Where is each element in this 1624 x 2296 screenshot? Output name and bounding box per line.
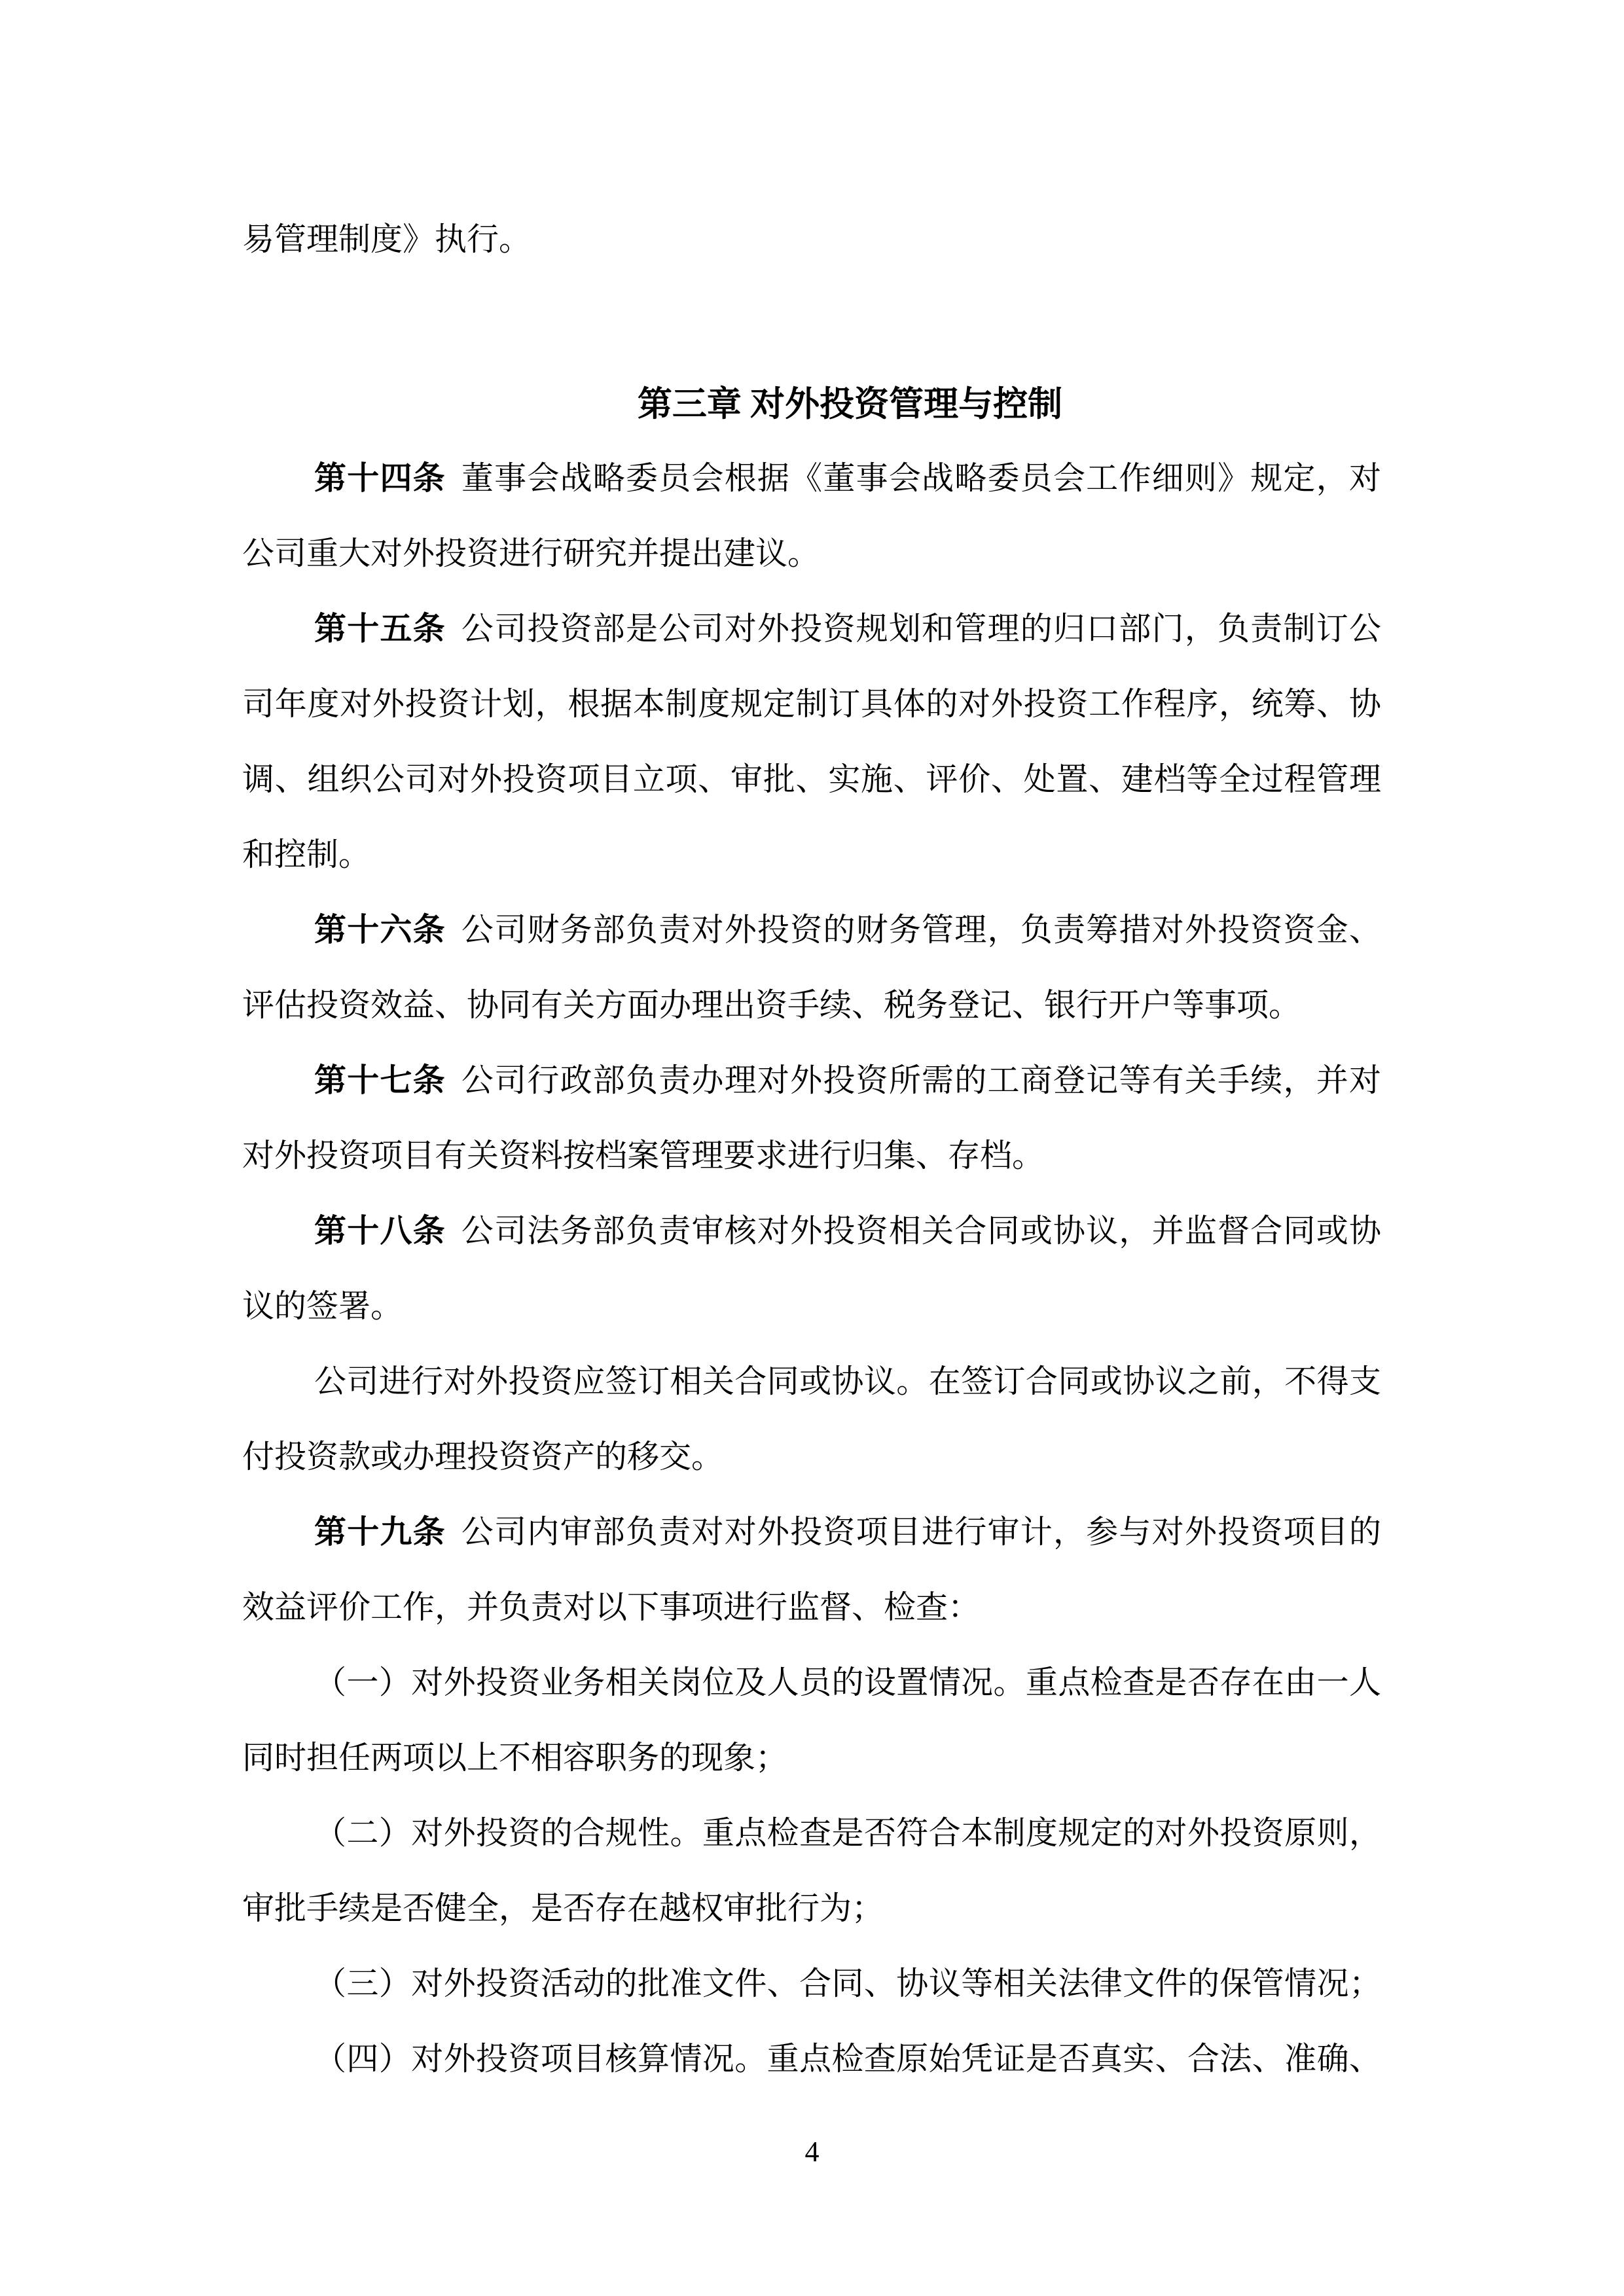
- text-line: [242, 533, 1381, 573]
- text-line: [242, 2039, 1381, 2079]
- text-run: 公司财务部负责对外投资的财务管理，负责筹措对外投资资金、: [461, 912, 1381, 948]
- text-run: 公司进行对外投资应签订相关合同或协议。在签订合同或协议之前，不得支: [314, 1363, 1381, 1399]
- text-run: （一）对外投资业务相关岗位及人员的设置情况。重点检查是否存在由一人: [314, 1664, 1381, 1700]
- text-run: 公司行政部负责办理对外投资所需的工商登记等有关手续，并对: [461, 1062, 1381, 1098]
- text-line: [242, 1437, 1381, 1477]
- text-line: [242, 684, 1381, 724]
- text-line: [242, 1888, 1381, 1928]
- text-run: 付投资款或办理投资资产的移交。: [242, 1439, 724, 1475]
- text-line: [242, 458, 1381, 498]
- article-number: 第十六条: [314, 912, 446, 948]
- text-run: 调、组织公司对外投资项目立项、审批、实施、评价、处置、建档等全过程管理: [242, 761, 1381, 797]
- text-line: [242, 1738, 1381, 1778]
- article-number: 第十四条: [314, 460, 446, 496]
- text-run: 对外投资项目有关资料按档案管理要求进行归集、存档。: [242, 1138, 1045, 1174]
- text-line: [242, 219, 1381, 259]
- article-number: 第十八条: [314, 1213, 446, 1249]
- text-run: 评估投资效益、协同有关方面办理出资手续、税务登记、银行开户等事项。: [242, 987, 1301, 1023]
- article-number: 第十九条: [314, 1514, 446, 1550]
- text-run: （三）对外投资活动的批准文件、合同、协议等相关法律文件的保管情况；: [314, 1965, 1381, 2001]
- page-number: 4: [804, 2136, 820, 2168]
- text-run: 公司法务部负责审核对外投资相关合同或协议，并监督合同或协: [461, 1213, 1381, 1249]
- text-run: 议的签署。: [242, 1288, 403, 1324]
- text-line: [242, 1361, 1381, 1401]
- text-run: 易管理制度》执行。: [242, 221, 532, 257]
- text-run: 公司内审部负责对对外投资项目进行审计，参与对外投资项目的: [461, 1514, 1381, 1550]
- chapter-heading-text: 第三章 对外投资管理与控制: [637, 386, 1063, 423]
- article-number: 第十七条: [314, 1062, 446, 1098]
- text-line: [242, 1211, 1381, 1251]
- text-run: 司年度对外投资计划，根据本制度规定制订具体的对外投资工作程序，统筹、协: [242, 686, 1381, 722]
- article-number: 第十五条: [314, 611, 446, 647]
- text-line: [242, 609, 1381, 649]
- text-line: [242, 759, 1381, 799]
- text-line: [242, 1512, 1381, 1552]
- text-line: [242, 1136, 1381, 1175]
- text-line: [242, 910, 1381, 950]
- text-line: [242, 985, 1381, 1025]
- text-line: [242, 1813, 1381, 1853]
- text-run: 和控制。: [242, 836, 371, 872]
- text-line: [242, 1060, 1381, 1100]
- text-run: 同时担任两项以上不相容职务的现象；: [242, 1740, 788, 1776]
- text-line: [242, 834, 1381, 874]
- text-run: 公司投资部是公司对外投资规划和管理的归口部门，负责制订公: [461, 611, 1381, 647]
- text-run: 效益评价工作，并负责对以下事项进行监督、检查：: [242, 1589, 981, 1625]
- text-line: [242, 1587, 1381, 1627]
- text-line: [242, 1286, 1381, 1326]
- text-run: （二）对外投资的合规性。重点检查是否符合本制度规定的对外投资原则，: [314, 1815, 1381, 1851]
- text-run: 公司重大对外投资进行研究并提出建议。: [242, 535, 820, 571]
- text-run: 审批手续是否健全，是否存在越权审批行为；: [242, 1890, 884, 1926]
- text-line: [242, 1662, 1381, 1702]
- text-run: 董事会战略委员会根据《董事会战略委员会工作细则》规定，对: [461, 460, 1381, 496]
- text-run: （四）对外投资项目核算情况。重点检查原始凭证是否真实、合法、准确、: [314, 2041, 1381, 2077]
- chapter-heading: [0, 383, 1624, 426]
- text-line: [242, 1964, 1381, 2003]
